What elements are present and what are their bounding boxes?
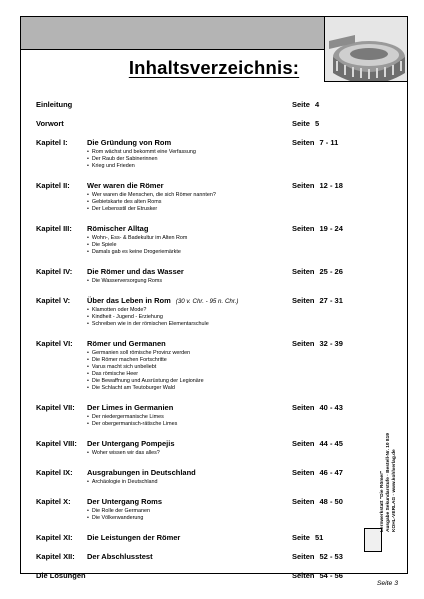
page-reference <box>292 99 319 110</box>
toc-label: Kapitel I: <box>36 138 68 147</box>
subtopic-item: • Der niedergermanische Limes <box>87 414 336 421</box>
subtopic-item: • Gebietskarte des alten Roms <box>87 199 336 206</box>
toc-entry <box>36 338 343 392</box>
subtopic-list <box>87 278 336 285</box>
page-reference <box>292 402 343 413</box>
toc-label: Kapitel XII: <box>36 552 75 561</box>
toc-row <box>36 496 343 507</box>
chapter-title <box>87 438 175 449</box>
subtopic-item: • Der Raub der Sabinerinnen <box>87 156 336 163</box>
page-reference <box>292 137 338 148</box>
page-word: Seiten <box>292 571 315 580</box>
toc-label: Kapitel IV: <box>36 267 73 276</box>
subtopic-item: • Kindheit - Jugend - Erziehung <box>87 314 336 321</box>
toc-label: Kapitel X: <box>36 497 71 506</box>
toc-label: Kapitel II: <box>36 181 70 190</box>
toc-label: Kapitel III: <box>36 224 72 233</box>
toc-row <box>36 570 343 581</box>
chapter-title-text: Die Leistungen der Römer <box>87 533 181 542</box>
subtopic-list <box>87 235 336 256</box>
toc-entry <box>36 402 343 428</box>
page-range: 7 - 11 <box>319 138 339 147</box>
page-word: Seite <box>292 119 310 128</box>
subtopic-item: • Wohn-, Ess- & Badekultur im Alten Rom <box>87 235 336 242</box>
page-range: 19 - 24 <box>319 224 343 233</box>
publisher-info: Lernwerkstatt "Die Römer" Ausgabe Sekundarstufe · Bestell-Nr. 10 819 KOHL-VERLAG · www.kohlverlag.de <box>380 433 397 532</box>
toc-label: Kapitel IX: <box>36 468 73 477</box>
page-word: Seiten <box>292 138 315 147</box>
page-range: 5 <box>314 119 320 128</box>
page-number: Seite 3 <box>376 580 398 587</box>
toc-entry <box>36 551 343 562</box>
toc-row <box>36 402 343 413</box>
chapter-title <box>87 551 153 562</box>
toc-entry <box>36 438 343 457</box>
chapter-title-text: Der Untergang Roms <box>87 497 163 506</box>
chapter-title-text: Über das Leben in Rom <box>87 296 171 305</box>
toc-label: Kapitel XI: <box>36 533 73 542</box>
page-reference <box>292 180 343 191</box>
subtopic-item: • Archäologie in Deutschland <box>87 479 336 486</box>
chapter-title <box>87 402 173 413</box>
subtopic-list <box>87 350 336 392</box>
page-range: 48 - 50 <box>319 497 343 506</box>
subtopic-list <box>87 450 336 457</box>
subtopic-item: • Schreiben wie in der römischen Elementarschule <box>87 321 336 328</box>
page-word: Seiten <box>292 296 315 305</box>
page-reference <box>292 338 343 349</box>
page-title: Inhaltsverzeichnis: <box>128 57 300 78</box>
chapter-title-text: Römer und Germanen <box>87 339 166 348</box>
subtopic-item: • Wer waren die Menschen, die sich Römer nannten? <box>87 192 336 199</box>
subtopic-item: • Die Wasserversorgung Roms <box>87 278 336 285</box>
toc-label: Kapitel VII: <box>36 403 75 412</box>
chapter-note: (30 v. Chr. - 95 n. Chr.) <box>175 298 239 305</box>
page-range: 51 <box>314 533 324 542</box>
page-range: 12 - 18 <box>319 181 343 190</box>
page-word: Seite <box>292 100 310 109</box>
toc-row <box>36 295 343 306</box>
toc-row <box>36 223 343 234</box>
toc-label: Einleitung <box>36 100 73 109</box>
page-word: Seiten <box>292 497 315 506</box>
subtopic-item: • Klamotten oder Mode? <box>87 307 336 314</box>
subtopic-list <box>87 508 336 522</box>
toc-row <box>36 551 343 562</box>
chapter-title-text: Die Römer und das Wasser <box>87 267 184 276</box>
toc-label: Die Lösungen <box>36 571 86 580</box>
publisher-sidebar <box>358 433 406 556</box>
page-word: Seiten <box>292 267 315 276</box>
chapter-title <box>87 532 180 543</box>
page-range: 44 - 45 <box>319 439 343 448</box>
chapter-title <box>87 295 238 307</box>
subtopic-list <box>87 149 336 170</box>
page-word: Seiten <box>292 403 315 412</box>
subtopic-item: • Die Spiele <box>87 242 336 249</box>
chapter-title <box>87 223 148 234</box>
toc-entry <box>36 295 343 328</box>
page-word: Seiten <box>292 552 315 561</box>
subtopic-item: • Die Bewaffnung und Ausrüstung der Legionäre <box>87 378 336 385</box>
subtopic-list <box>87 307 336 328</box>
chapter-title <box>87 180 164 191</box>
page-word: Seiten <box>292 224 315 233</box>
page-range: 27 - 31 <box>319 296 343 305</box>
chapter-title-text: Der Abschlusstest <box>87 552 153 561</box>
page-word: Seiten <box>292 181 315 190</box>
toc-entry <box>36 570 343 581</box>
subtopic-item: • Die Völkerwanderung <box>87 515 336 522</box>
toc-entry <box>36 266 343 285</box>
toc-row <box>36 118 336 129</box>
subtopic-item: • Die Schlacht am Teutoburger Wald <box>87 385 336 392</box>
toc-entry <box>36 223 343 256</box>
toc-entry <box>36 532 336 543</box>
page-word: Seite <box>292 533 310 542</box>
toc-row <box>36 180 343 191</box>
chapter-title-text: Ausgrabungen in Deutschland <box>87 468 196 477</box>
toc-row <box>36 99 336 110</box>
subtopic-item: • Germanien soll römische Provinz werden <box>87 350 336 357</box>
subtopic-list <box>87 414 336 428</box>
chapter-title <box>87 338 166 349</box>
toc-entry <box>36 180 343 213</box>
page-range: 40 - 43 <box>319 403 343 412</box>
table-of-contents <box>36 99 343 589</box>
chapter-title-text: Römischer Alltag <box>87 224 149 233</box>
toc-row <box>36 338 343 349</box>
subtopic-item: • Rom wächst und bekommt eine Verfassung <box>87 149 336 156</box>
chapter-title <box>87 137 171 148</box>
subtopic-item: • Krieg und Frieden <box>87 163 336 170</box>
toc-label: Vorwort <box>36 119 64 128</box>
toc-row <box>36 438 343 449</box>
toc-entry <box>36 467 343 486</box>
subtopic-list <box>87 479 336 486</box>
page-word: Seiten <box>292 339 315 348</box>
page-reference <box>292 438 343 449</box>
subtopic-item: • Die Rolle der Germanen <box>87 508 336 515</box>
page-range: 32 - 39 <box>319 339 343 348</box>
chapter-title-text: Wer waren die Römer <box>87 181 164 190</box>
toc-label: Kapitel VIII: <box>36 439 77 448</box>
page-range: 25 - 26 <box>319 267 343 276</box>
page-reference <box>292 118 319 129</box>
chapter-title-text: Der Limes in Germanien <box>87 403 174 412</box>
page-range: 46 - 47 <box>319 468 343 477</box>
toc-row <box>36 266 343 277</box>
chapter-title <box>87 496 162 507</box>
page-reference <box>292 223 343 234</box>
subtopic-item: • Varus macht sich unbeliebt <box>87 364 336 371</box>
page-range: 52 - 53 <box>319 552 343 561</box>
toc-entry <box>36 137 339 170</box>
subtopic-list <box>87 192 336 213</box>
page-word: Seiten <box>292 439 315 448</box>
page-range: 4 <box>314 100 320 109</box>
page-reference <box>292 467 343 478</box>
toc-entry <box>36 118 336 129</box>
subtopic-item: • Der Lebensstil der Etrusker <box>87 206 336 213</box>
subtopic-item: • Die Römer machen Fortschritte <box>87 357 336 364</box>
subtopic-item: • Das römische Heer <box>87 371 336 378</box>
page-reference <box>292 295 343 306</box>
page-reference <box>292 570 343 581</box>
chapter-title-text: Die Gründung von Rom <box>87 138 172 147</box>
chapter-title <box>87 266 184 277</box>
page-word: Seiten <box>292 468 315 477</box>
page-reference <box>292 532 323 543</box>
chapter-title <box>87 467 196 478</box>
toc-row <box>36 532 336 543</box>
page-reference <box>292 551 343 562</box>
subtopic-item: • Damals gab es keine Drogeriemärkte <box>87 249 336 256</box>
toc-row <box>36 137 339 148</box>
page-reference <box>292 266 343 277</box>
toc-label: Kapitel VI: <box>36 339 73 348</box>
subtopic-item: • Woher wissen wir das alles? <box>87 450 336 457</box>
toc-entry <box>36 496 343 522</box>
toc-row <box>36 467 343 478</box>
page-range: 54 - 56 <box>319 571 343 580</box>
chapter-title-text: Der Untergang Pompejis <box>87 439 175 448</box>
subtopic-item: • Der obergermanisch-rätische Limes <box>87 421 336 428</box>
toc-label: Kapitel V: <box>36 296 71 305</box>
toc-entry <box>36 99 336 110</box>
page-reference <box>292 496 343 507</box>
